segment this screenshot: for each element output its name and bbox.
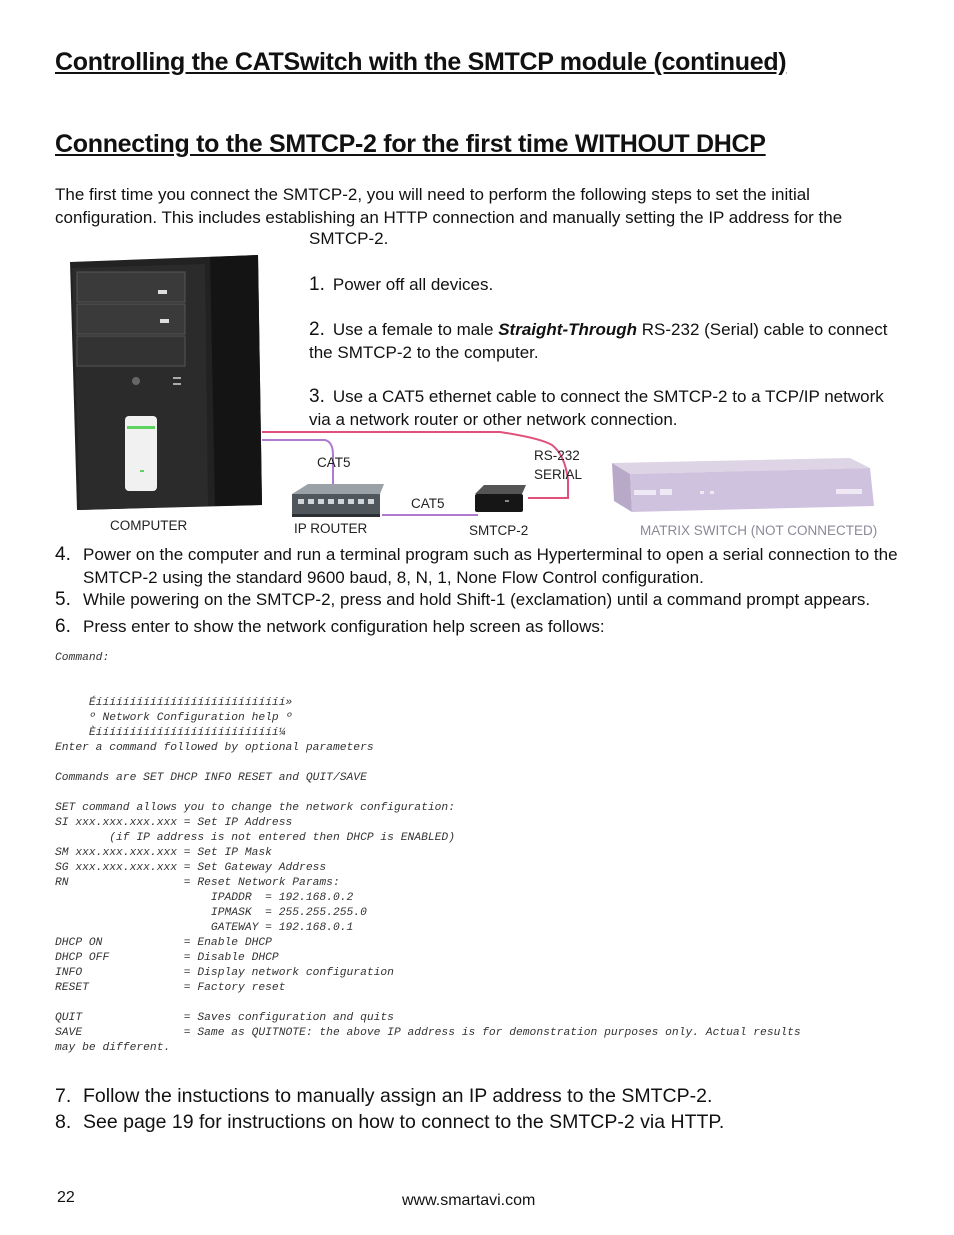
step-4: [55, 544, 915, 589]
smtcp-2-device-icon: [475, 485, 526, 512]
matrix-switch-icon: [612, 458, 874, 512]
cat5-middle-label: CAT5: [411, 496, 445, 511]
step-text: While powering on the SMTCP-2, press and hold Shift-1 (exclamation) until a command prompt appears.: [83, 590, 871, 609]
step-text-rest: RS-232 (Serial) cable to connect the SMTCP-2 to the computer.: [309, 320, 888, 362]
step-number: 2.: [309, 319, 325, 340]
step-text: Follow the instuctions to manually assign an IP address to the SMTCP-2.: [83, 1085, 713, 1107]
step-number: 3.: [309, 386, 325, 407]
step-number: 7.: [55, 1085, 72, 1107]
footer-url: www.smartavi.com: [402, 1192, 536, 1209]
step-text: Power off all devices.: [332, 275, 494, 294]
cat5-top-label: CAT5: [317, 455, 351, 470]
page-number: 22: [57, 1189, 75, 1206]
step-6: [55, 616, 915, 639]
step-text: Power on the computer and run a terminal program such as Hyperterminal to open a serial connection to the SMTCP-2 using the standard 9600 baud, 8, N, 1, None Flow Control configuration.: [83, 545, 898, 587]
smtcp-2-label: SMTCP-2: [469, 523, 529, 538]
ip-router-label: IP ROUTER: [294, 521, 368, 536]
step-text: Use a female to male: [332, 320, 499, 339]
emphasis-straight-through: Straight-Through: [498, 320, 638, 339]
page-heading: Controlling the CATSwitch with the SMTCP module (continued): [55, 48, 787, 76]
serial-label: SERIAL: [534, 467, 583, 482]
step-8: [55, 1111, 724, 1134]
step-text: Use a CAT5 ethernet cable to connect the SMTCP-2 to a TCP/IP network via a network router or other network connection.: [309, 387, 884, 429]
terminal-help-output: Command: Éíííííííííííííííííííííííííííí» º Network Configuration help º Èííííííííííííííííííííííííííí¼ Enter a command followed by optional parameters Commands are SET DHCP INFO RESET and QUIT/SAVE SET command allows you to change the network configuration: SI xxx.xxx.xxx.xxx = Set IP Address (if IP address is not entered then DHCP is ENABLED) SM xxx.xxx.xxx.xxx = Set IP Mask SG xxx.xxx.xxx.xxx = Set Gateway Address RN = Reset Network Params: IPADDR = 192.168.0.2 IPMASK = 255.255.255.0 GATEWAY = 192.168.0.1 DHCP ON = Enable DHCP DHCP OFF = Disable DHCP INFO = Display network configuration RESET = Factory reset QUIT = Saves configuration and quits SAVE = Same as QUITNOTE: the above IP address is for demonstration purposes only. Actual results may be different.: [55, 652, 801, 1054]
step-number: 4.: [55, 544, 71, 565]
computer-tower-icon: [70, 255, 262, 510]
step-7: [55, 1085, 712, 1108]
step-number: 1.: [309, 274, 325, 295]
matrix-switch-label: MATRIX SWITCH (NOT CONNECTED): [640, 523, 878, 538]
connection-diagram: [0, 0, 954, 560]
step-text: See page 19 for instructions on how to connect to the SMTCP-2 via HTTP.: [83, 1111, 725, 1133]
ip-router-icon: [292, 484, 384, 517]
step-number: 6.: [55, 616, 71, 637]
rs232-label: RS-232: [534, 448, 580, 463]
step-text: Press enter to show the network configuration help screen as follows:: [83, 617, 605, 636]
step-number: 5.: [55, 589, 71, 610]
intro-paragraph-end: SMTCP-2.: [309, 229, 389, 248]
section-heading: Connecting to the SMTCP-2 for the first time WITHOUT DHCP: [55, 130, 766, 158]
computer-label: COMPUTER: [110, 518, 188, 533]
intro-paragraph: The first time you connect the SMTCP-2, you will need to perform the following steps to set the initial configuration. This includes establishing an HTTP connection and manually setting the IP address for the: [55, 185, 843, 227]
step-5: [55, 589, 915, 612]
step-number: 8.: [55, 1111, 72, 1133]
